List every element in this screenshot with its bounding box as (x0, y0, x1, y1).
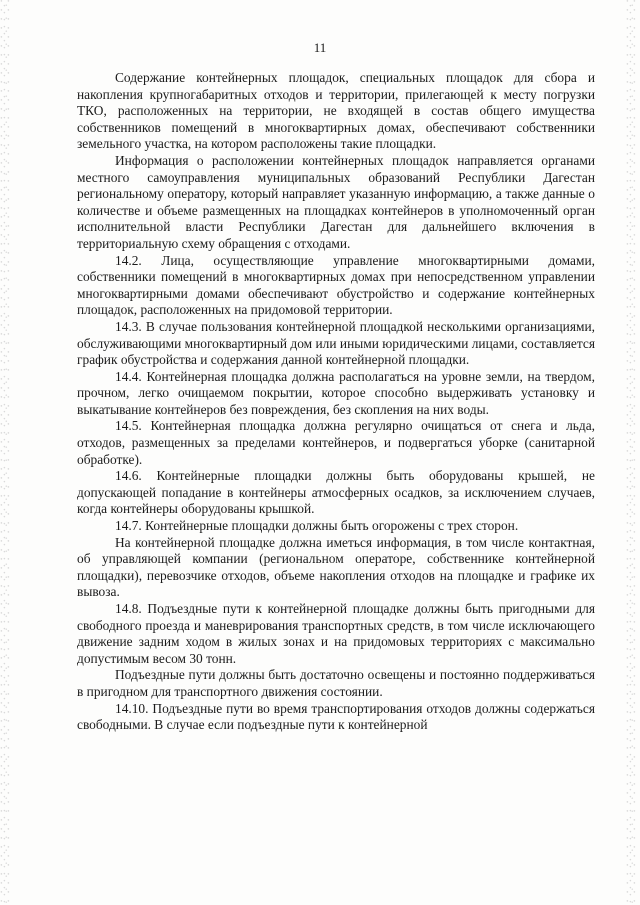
paragraph: На контейнерной площадке должна иметься информация, в том числе контактная, об управляющей компании (региональном операторе, собственнике контейнерной площадки), перевозчике отходов, объеме накопления отходов на площадке и графике их вывоза. (77, 534, 595, 600)
paragraph: 14.10. Подъездные пути во время транспортирования отходов должны содержаться свободными. В случае если подъездные пути к контейнерной (77, 700, 595, 733)
scan-noise-left (0, 0, 14, 905)
paragraph: 14.6. Контейнерные площадки должны быть оборудованы крышей, не допускающей попадание в контейнеры атмосферных осадков, за исключением случаев, когда контейнеры оборудованы крышкой. (77, 468, 595, 517)
paragraph: 14.8. Подъездные пути к контейнерной площадке должны быть пригодными для свободного проезда и маневрирования транспортных средств, в том числе исключающего движение задним ходом в жилых зонах и на придомовых территориях с максимально допустимым весом 30 тонн. (77, 601, 595, 666)
scan-noise-right (626, 0, 640, 905)
page-number: 11 (313, 40, 327, 55)
paragraph: Содержание контейнерных площадок, специальных площадок для сбора и накопления крупногабаритных отходов и территории, прилегающей к месту погрузки ТКО, расположенных на территории, не входящей в состав общего имущества собственников помещений в многоквартирных домах, обеспечивают собственники земельного участка, на котором расположены такие площадки. (77, 70, 595, 152)
paragraph: 14.3. В случае пользования контейнерной площадкой несколькими организациями, обслуживающими многоквартирный дом или иными юридическими лицами, составляется график обустройства и содержания данной контейнерной площадки. (77, 318, 595, 368)
document-body (77, 70, 595, 734)
paragraph: Подъездные пути должны быть достаточно освещены и постоянно поддерживаться в пригодном для транспортного движения состоянии. (77, 667, 595, 699)
paragraph: 14.5. Контейнерная площадка должна регулярно очищаться от снега и льда, отходов, размещенных за пределами контейнеров, и подвергаться уборке (санитарной обработке). (77, 418, 595, 467)
paragraph: Информация о расположении контейнерных площадок направляется органами местного самоуправления муниципальных образований Республики Дагестан региональному оператору, который направляет указанную информацию, а также данные о количестве и объеме размещенных на площадках контейнеров в уполномоченный орган исполнительной власти Республики Дагестан для дальнейшего включения в территориальную схему обращения с отходами. (77, 152, 595, 251)
paragraph: 14.4. Контейнерная площадка должна располагаться на уровне земли, на твердом, прочном, легко очищаемом покрытии, которое способно выдерживать установку и выкатывание контейнеров без повреждения, без скопления на них воды. (77, 368, 595, 417)
paragraph: 14.2. Лица, осуществляющие управление многоквартирными домами, собственники помещений в многоквартирных домах при непосредственном управлении многоквартирными домами обеспечивают обустройство и содержание контейнерных площадок, расположенных на придомовой территории. (77, 252, 595, 318)
paragraph: 14.7. Контейнерные площадки должны быть огорожены с трех сторон. (115, 518, 519, 534)
